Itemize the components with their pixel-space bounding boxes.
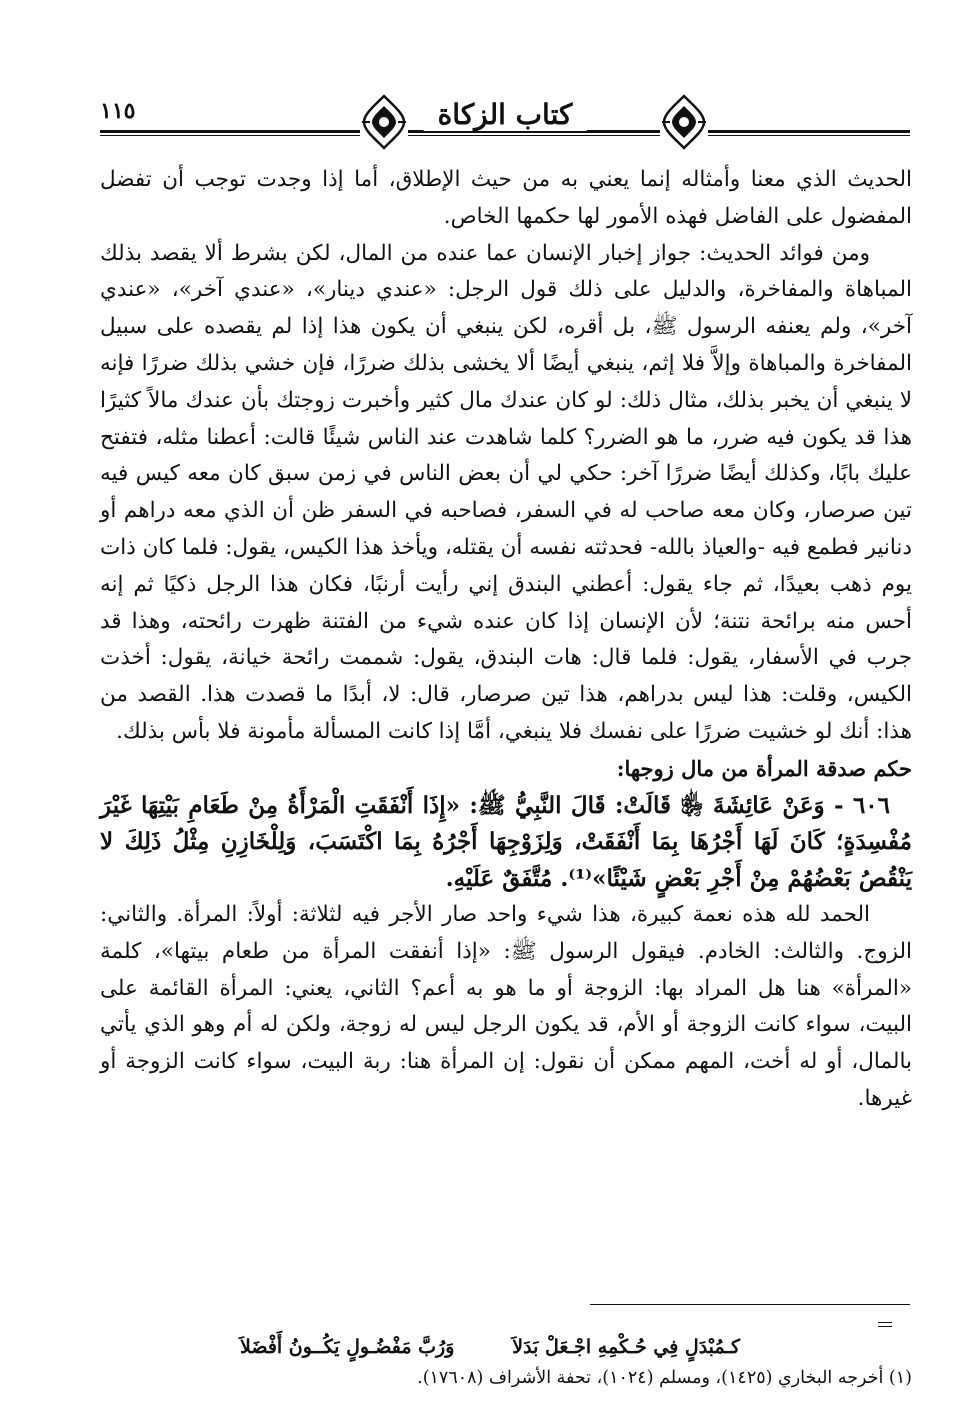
- poem-first-hemistich: كـمُبْدَلٍ فِي حُـكْمِهِ اجْـعَلْ بَدَلاَ: [512, 1336, 740, 1358]
- footnote-mark-lower: [878, 1326, 892, 1327]
- left-ornament-icon: [360, 92, 408, 152]
- footnote-mark: [878, 1322, 892, 1323]
- paragraph-2: ومن فوائد الحديث: جواز إخبار الإنسان عما عنده من المال، لكن بشرط ألا يقصد بذلك المباهاة والمفاخرة، والدليل على ذلك قول الرجل: «عندي دينار»، «عندي آخر»، «عندي آخر»، ولم يعنفه الرسول ﷺ، بل أقره، لكن ينبغي أن يكون هذا إذا لم يقصده على سبيل المفاخرة والمباهاة وإلاَّ فلا إثم، ينبغي أيضًا ألا يخشى بذلك ضررًا، فإن خشي بذلك ضررًا فإنه لا ينبغي أن يخبر بذلك، مثال ذلك: لو كان عندك مال كثير وأخبرت زوجتك بأن عندك مالاً كثيرًا هذا قد يكون فيه ضرر، ما هو الضرر؟ كلما شاهدت عند الناس شيئًا قالت: أعطنا مثله، فتفتح عليك بابًا، وكذلك أيضًا ضررًا آخر: حكي لي أن بعض الناس في زمن سبق كان معه كيس فيه تين صرصار، وكان معه صاحب له في السفر، فصاحبه في السفر ظن أن الذي معه دراهم أو دنانير فطمع فيه -والعياذ بالله- فحدثته نفسه أن يقتله، ويأخذ هذا الكيس، يقول: فلما كان ذات يوم ذهب بعيدًا، ثم جاء يقول: أعطني البندق إني رأيت أرنبًا، فكان هذا الرجل ذكيًا ثم إنه أحس منه برائحة نتنة؛ لأن الإنسان إذا كان عنده شيء من الفتنة ظهرت رائحته، وهذا قد جرب في الأسفار، يقول: فلما قال: هات البندق، يقول: شممت رائحة خيانة، يقول: أخذت الكيس، وقلت: هذا ليس بدراهم، هذا تين صرصار، قال: لا، أبدًا ما قصدت هذا. القصد من هذا: أنك لو خشيت ضررًا على نفسك فلا ينبغي، أمَّا إذا كانت المسألة مأمونة فلا بأس بذلك.: [100, 240, 912, 744]
- page-header: [100, 88, 910, 154]
- footnote-separator: [590, 1304, 910, 1305]
- poem-verse: [240, 1336, 740, 1358]
- right-ornament-icon: [660, 92, 708, 152]
- book-title: كتاب الزكاة: [424, 98, 587, 131]
- paragraph-3: الحمد لله هذه نعمة كبيرة، هذا شيء واحد صار الأجر فيه لثلاثة: أولاً: المرأة. والثاني: الزوج. والثالث: الخادم. فيقول الرسول ﷺ: «إذا أنفقت المرأة من طعام بيتها»، كلمة «المرأة» هنا هل المراد بها: الزوجة أو ما هو به أعم؟ الثاني، يعني: المرأة القائمة على البيت، سواء كانت الزوجة أو الأم، قد يكون الرجل ليس له زوجة، ولكن له أم وهو الذي يأتي بالمال، أو له أخت، المهم ممكن أن نقول: إن المرأة هنا: ربة البيت، سواء كانت الزوجة أو غيرها.: [100, 902, 912, 1112]
- poem-second-hemistich: وَرُبَّ مَفْضُـولٍ يَكُــونُ أَفْضَلاَ: [240, 1336, 455, 1358]
- hadith-reference: مُتَّفَقٌ عَلَيْهِ.: [445, 864, 553, 892]
- hadith-text: [100, 788, 912, 898]
- page-number: ١١٥: [100, 98, 136, 124]
- footnote: (١) أخرجه البخاري (١٤٢٥)، ومسلم (١٠٢٤)، تحفة الأشراف (١٧٦٠٨).: [417, 1368, 912, 1388]
- paragraph-1: الحديث الذي معنا وأمثاله إنما يعني به من حيث الإطلاق، أما إذا وجدت توجب أن تفضل المفضول على الفاضل فهذه الأمور لها حكمها الخاص.: [100, 167, 912, 229]
- section-heading: حكم صدقة المرأة من مال زوجها:: [616, 755, 912, 781]
- page-body: [100, 162, 912, 1118]
- hadith-body: ٦٠٦ - وَعَنْ عَائِشَةَ ﵂ قَالَتْ: قَالَ النَّبِيُّ ﷺ: «إِذَا أَنْفَقَتِ الْمَرْأَةُ مِنْ طَعَامِ بَيْتِهَا غَيْرَ مُفْسِدَةٍ؛ كَانَ لَهَا أَجْرُهَا بِمَا أَنْفَقَتْ، وَلِزَوْجِهَا أَجْرُهُ بِمَا اكْتَسَبَ، وَلِلْخَازِنِ مِثْلُ ذَلِكَ لا يَنْقُصُ بَعْضُهُمْ مِنْ أَجْرِ بَعْضٍ شَيْئًا»⁽¹⁾.: [100, 791, 912, 892]
